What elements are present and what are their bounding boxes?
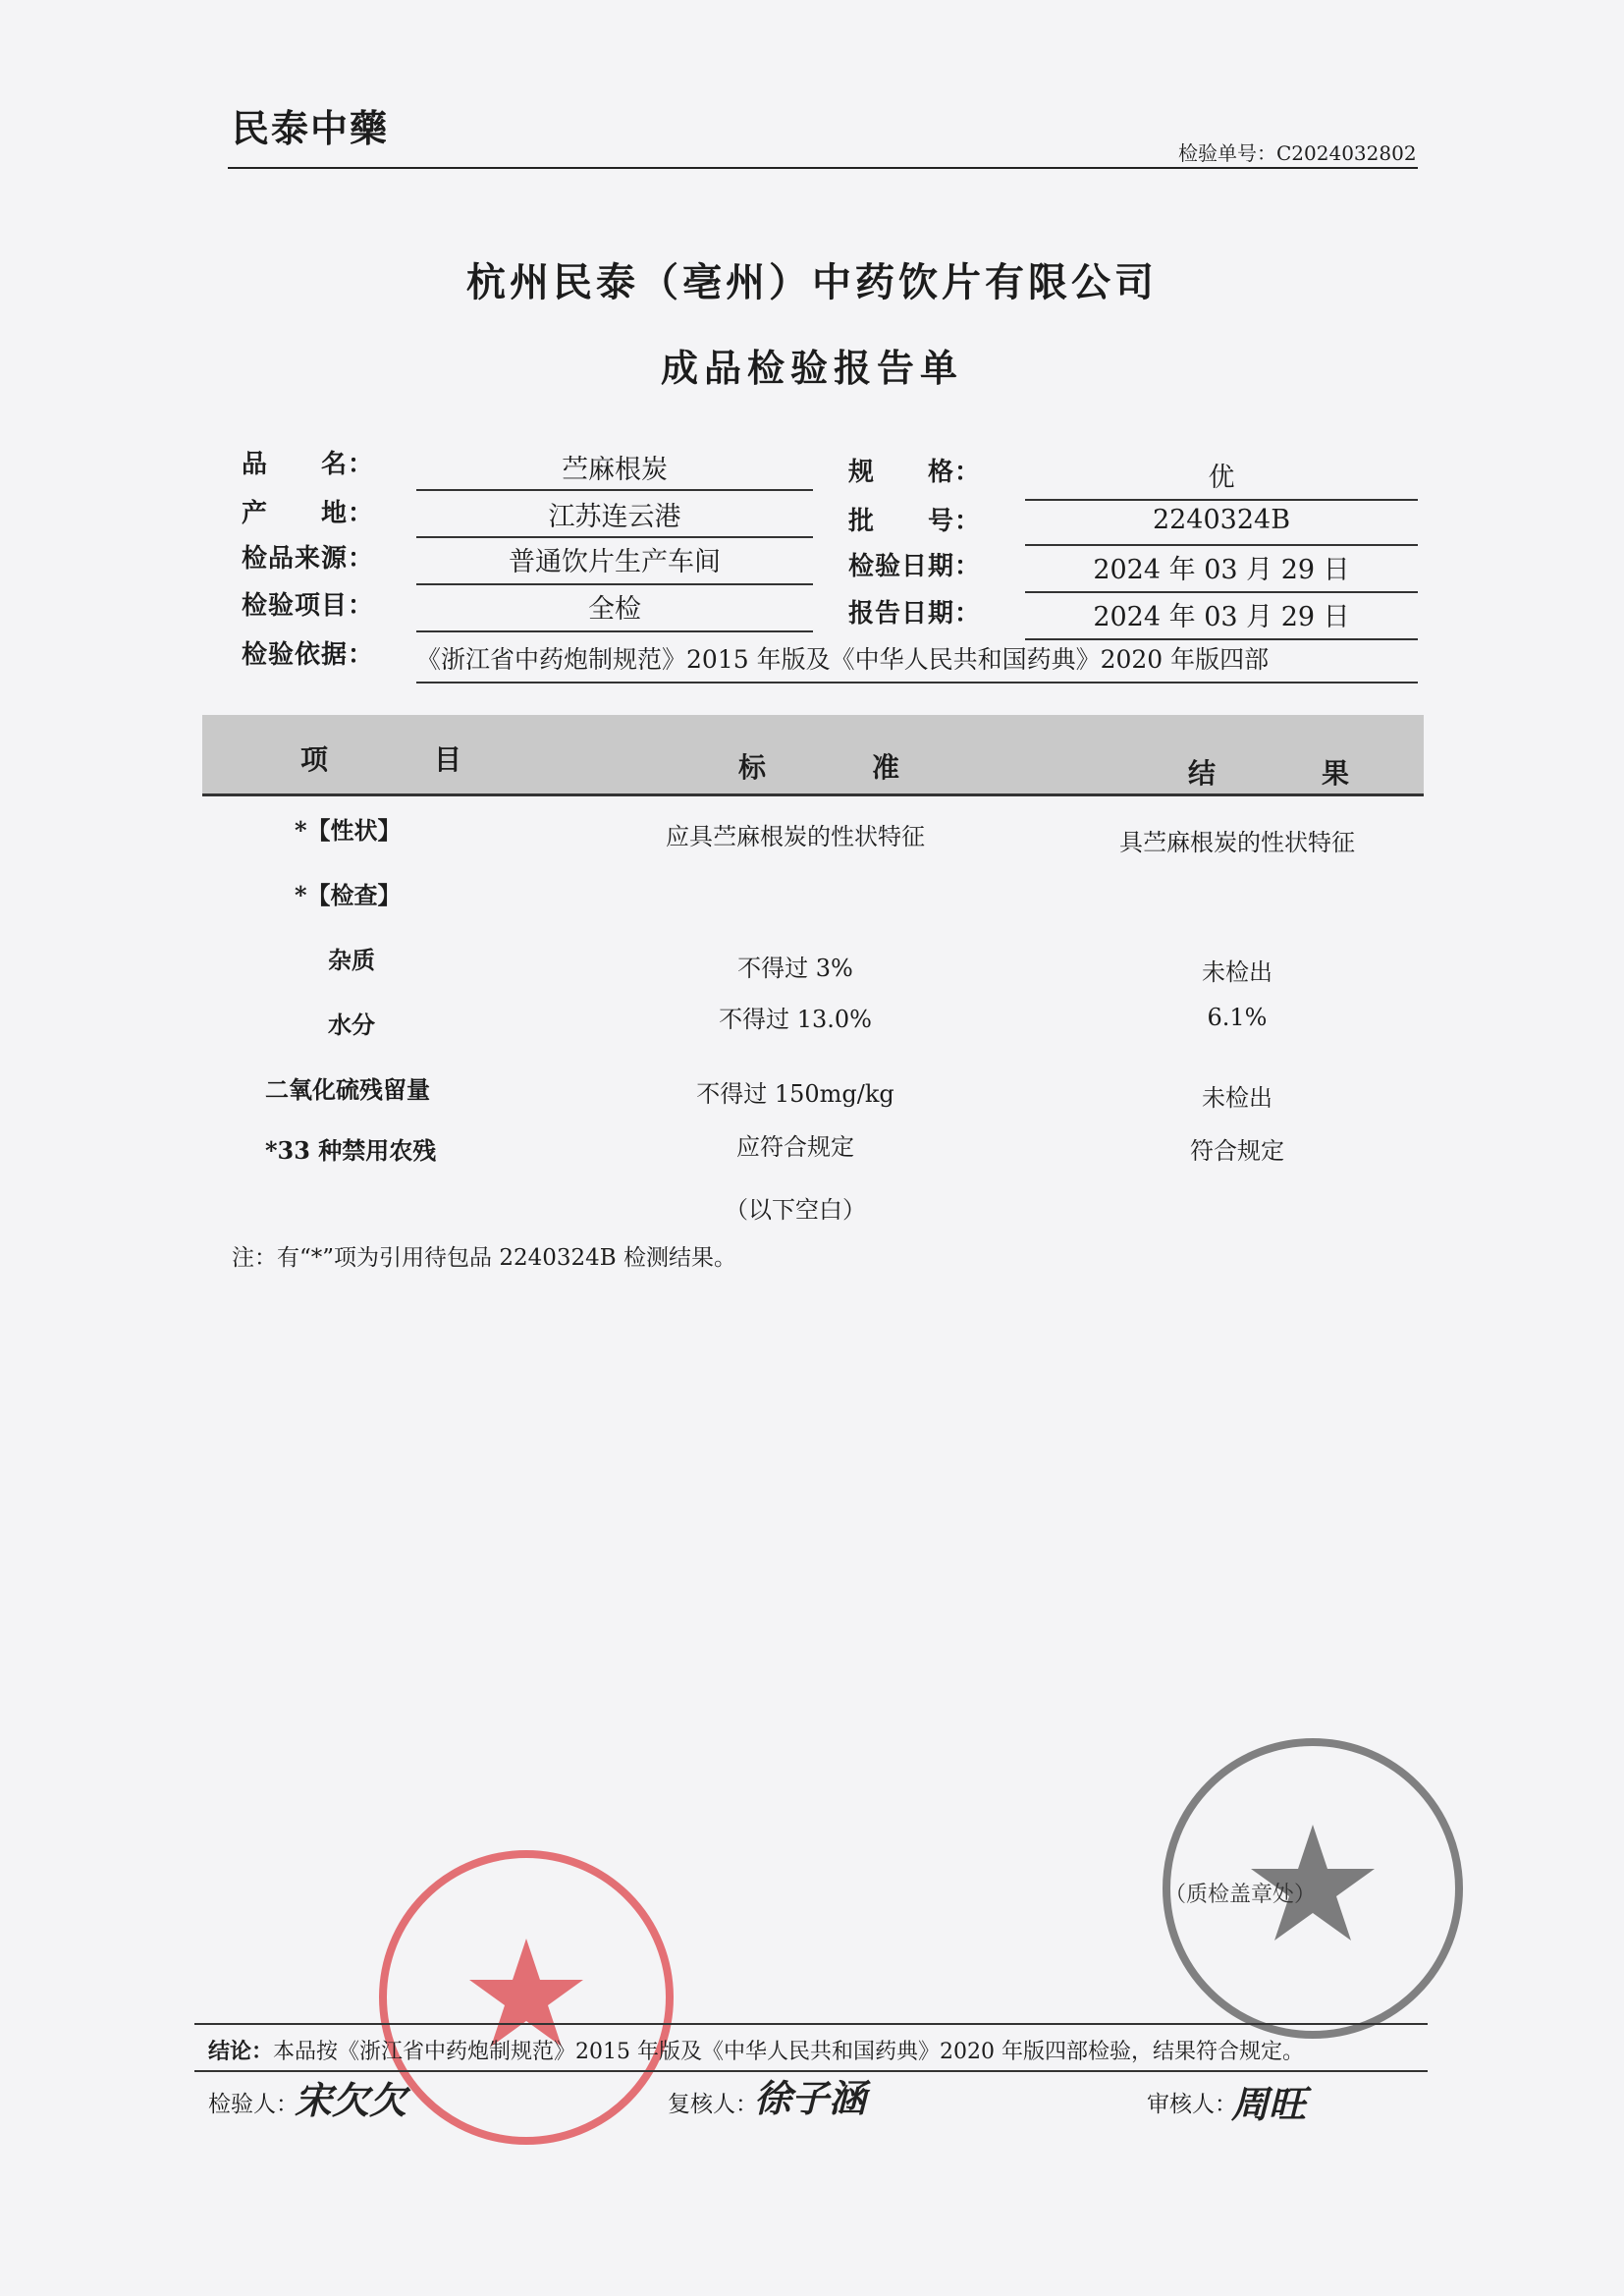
table-row-result: 未检出 bbox=[1202, 1084, 1272, 1112]
approver-label: 审核人： bbox=[1147, 2092, 1237, 2117]
item-value: 全检 bbox=[588, 594, 641, 625]
conclusion-label: 结论： bbox=[208, 2039, 274, 2064]
product-underline bbox=[416, 489, 813, 491]
table-row-result: 6.1% bbox=[1207, 1004, 1268, 1031]
table-row-item: *【检查】 bbox=[295, 881, 402, 909]
table-row-item: 水分 bbox=[328, 1011, 375, 1039]
inspector-label: 检验人： bbox=[208, 2092, 298, 2117]
report-number-label: 检验单号： bbox=[1178, 141, 1276, 165]
test-date-label: 检验日期： bbox=[848, 552, 982, 581]
basis-value: 《浙江省中药炮制规范》2015 年版及《中华人民共和国药典》2020 年版四部 bbox=[416, 645, 1270, 674]
table-row-standard: 不得过 3% bbox=[737, 955, 853, 982]
table-row-result: 符合规定 bbox=[1190, 1137, 1284, 1165]
table-row-standard: 应具苎麻根炭的性状特征 bbox=[666, 823, 925, 850]
spec-underline bbox=[1025, 499, 1418, 501]
header-divider bbox=[228, 167, 1418, 169]
blank-below-note: （以下空白） bbox=[725, 1196, 866, 1224]
inspector-signature: 宋欠欠 bbox=[295, 2078, 407, 2122]
conclusion bbox=[208, 2035, 1304, 2065]
source-label: 检品来源： bbox=[242, 544, 375, 574]
table-row-standard: 应符合规定 bbox=[736, 1133, 854, 1161]
red-star-icon bbox=[387, 1858, 666, 2137]
table-row-item: *【性状】 bbox=[295, 816, 402, 845]
table-row-result: 具苎麻根炭的性状特征 bbox=[1119, 829, 1355, 856]
origin-label: 产 地： bbox=[242, 499, 375, 528]
spec-value: 优 bbox=[1208, 463, 1235, 493]
batch-value: 2240324B bbox=[1152, 505, 1291, 535]
quality-stamp bbox=[379, 1850, 674, 2145]
report-number bbox=[1178, 137, 1417, 166]
table-row-item: 杂质 bbox=[328, 946, 375, 974]
table-row-standard: 不得过 13.0% bbox=[719, 1006, 872, 1033]
report-date-value: 2024 年 03 月 29 日 bbox=[1093, 602, 1350, 632]
spec-label: 规 格： bbox=[848, 458, 982, 487]
source-underline bbox=[416, 583, 813, 585]
conclusion-top-rule bbox=[194, 2023, 1428, 2025]
source-value: 普通饮片生产车间 bbox=[509, 547, 721, 577]
document-title: 成品检验报告单 bbox=[660, 346, 963, 390]
reviewer-signature: 徐子涵 bbox=[754, 2076, 867, 2120]
batch-underline bbox=[1025, 544, 1418, 546]
origin-underline bbox=[416, 536, 813, 538]
table-row-item: 二氧化硫残留量 bbox=[265, 1075, 430, 1104]
company-name: 杭州民泰（亳州）中药饮片有限公司 bbox=[466, 259, 1158, 305]
origin-value: 江苏连云港 bbox=[548, 502, 681, 532]
basis-label: 检验依据： bbox=[242, 640, 375, 670]
table-row-result: 未检出 bbox=[1202, 958, 1272, 986]
stamp-caption: （质检盖章处） bbox=[1164, 1883, 1317, 1907]
table-row-standard: 不得过 150mg/kg bbox=[696, 1080, 894, 1108]
product-value: 苎麻根炭 bbox=[562, 455, 668, 485]
test-date-underline bbox=[1025, 591, 1418, 593]
conclusion-text: 本品按《浙江省中药炮制规范》2015 年版及《中华人民共和国药典》2020 年版四部检验，结果符合规定。 bbox=[273, 2040, 1304, 2064]
batch-label: 批 号： bbox=[848, 507, 982, 536]
report-number-value: C2024032802 bbox=[1276, 141, 1417, 165]
table-row-item: *33 种禁用农残 bbox=[265, 1136, 437, 1165]
basis-underline bbox=[416, 682, 1418, 683]
report-date-label: 报告日期： bbox=[848, 599, 982, 629]
item-label: 检验项目： bbox=[242, 591, 375, 621]
product-label: 品 名： bbox=[242, 450, 375, 479]
item-underline bbox=[416, 630, 813, 632]
test-date-value: 2024 年 03 月 29 日 bbox=[1093, 555, 1350, 585]
table-header bbox=[202, 715, 1424, 796]
header-item: 项 目 bbox=[300, 743, 502, 776]
reviewer-label: 复核人： bbox=[668, 2092, 758, 2117]
header-standard: 标 准 bbox=[738, 751, 940, 784]
header-result: 结 果 bbox=[1188, 757, 1389, 790]
company-logo: 民泰中藥 bbox=[232, 106, 390, 150]
footnote: 注：有“*”项为引用待包品 2240324B 检测结果。 bbox=[232, 1245, 736, 1271]
approver-signature: 周旺 bbox=[1231, 2082, 1307, 2126]
